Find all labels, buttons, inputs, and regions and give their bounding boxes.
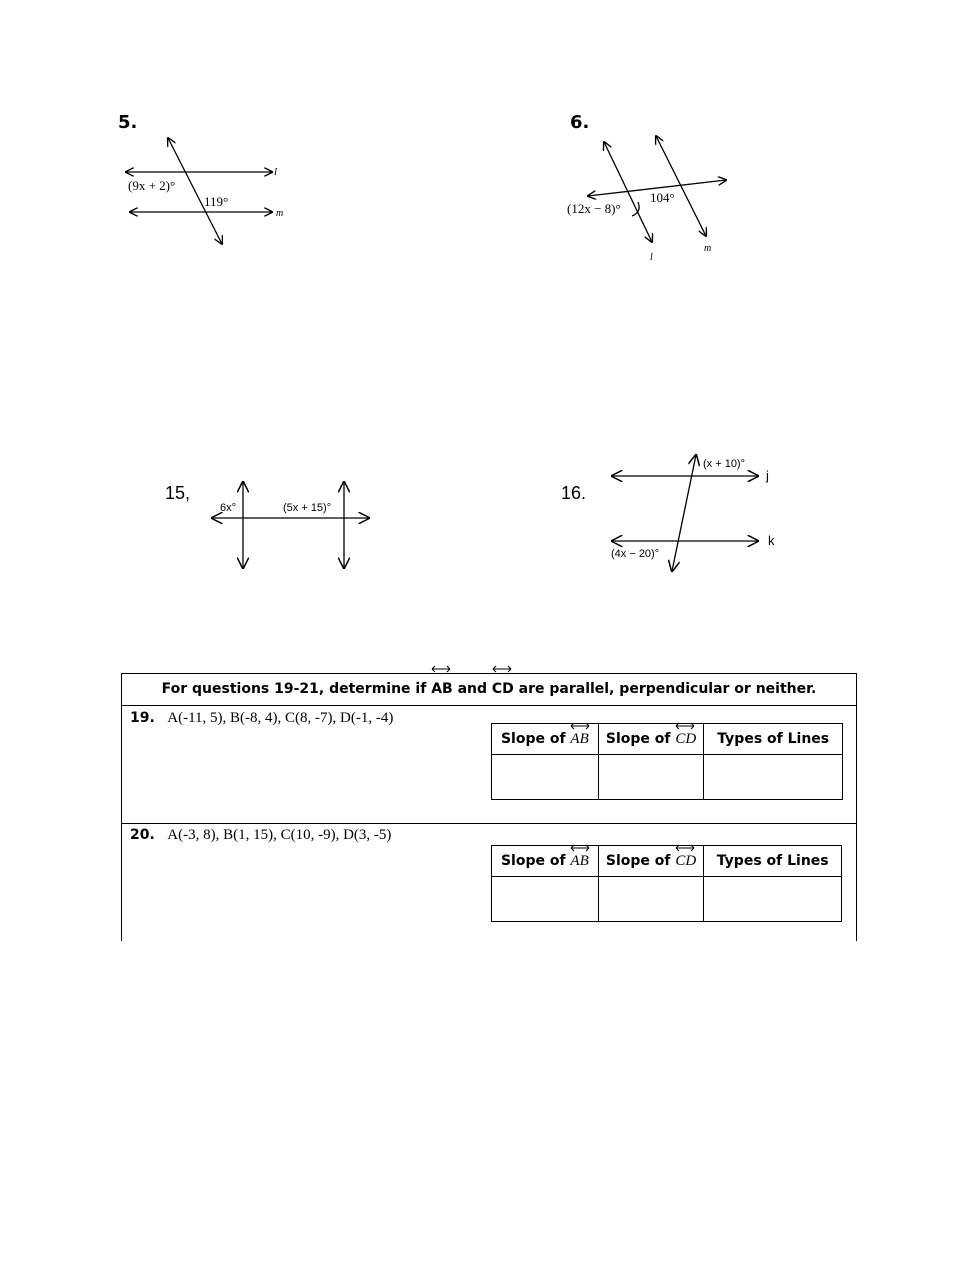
header-pre: For questions 19-21, determine if: [161, 681, 432, 697]
line-l: [604, 142, 652, 242]
double-arrow-icon: [431, 665, 451, 673]
answer-types-of-lines[interactable]: [704, 755, 843, 800]
problem-5-number: 5.: [118, 112, 138, 133]
question-number: 20.: [130, 827, 155, 843]
double-arrow-icon: [570, 722, 590, 730]
angle-expr: (9x + 2)°: [128, 178, 176, 193]
angle-left: 6x°: [220, 502, 237, 514]
question-points: A(-3, 8), B(1, 15), C(10, -9), D(3, -5): [167, 827, 392, 843]
problem-6-number: 6.: [570, 112, 590, 133]
answer-slope-cd[interactable]: [598, 755, 704, 800]
col-slope-cd: Slope of CD: [598, 724, 704, 755]
double-arrow-icon: [570, 844, 590, 852]
label-m: m: [276, 208, 284, 219]
angle-bottom: (4x − 20)°: [611, 548, 660, 560]
col-types-of-lines: Types of Lines: [704, 724, 843, 755]
question-points: A(-11, 5), B(-8, 4), C(8, -7), D(-1, -4): [167, 710, 394, 726]
label-j: j: [766, 468, 769, 483]
line-m: [656, 136, 706, 236]
problem-6-diagram: [560, 130, 740, 265]
label-k: k: [768, 533, 775, 548]
label-l: l: [650, 252, 653, 263]
angle-value: 104°: [650, 190, 675, 205]
angle-expr: (12x − 8)°: [567, 201, 621, 216]
segment-ab: AB: [431, 674, 453, 705]
col-slope-ab: Slope of AB: [492, 846, 599, 877]
problem-15-number: 15,: [165, 483, 191, 503]
col-slope-ab: Slope of AB: [492, 724, 599, 755]
answer-slope-ab[interactable]: [492, 877, 599, 922]
angle-value: 119°: [204, 194, 229, 209]
transversal: [672, 455, 696, 571]
label-l: l: [274, 166, 278, 178]
transversal: [168, 138, 222, 244]
question-19: [130, 709, 393, 727]
question-20: [130, 826, 391, 844]
problem-15-diagram: [205, 475, 380, 575]
question-number: 19.: [130, 710, 155, 726]
problem-5-diagram: [120, 130, 300, 255]
angle-right: (5x + 15)°: [283, 502, 332, 514]
slope-table-19: [491, 723, 843, 800]
double-arrow-icon: [675, 722, 695, 730]
row-divider: [122, 823, 856, 824]
col-types-of-lines: Types of Lines: [704, 846, 842, 877]
double-arrow-icon: [492, 665, 512, 673]
answer-slope-cd[interactable]: [598, 877, 704, 922]
segment-cd: CD: [492, 674, 514, 705]
section-header: [122, 674, 856, 706]
angle-top: (x + 10)°: [703, 458, 745, 470]
label-m: m: [704, 243, 712, 254]
header-post: are parallel, perpendicular or neither.: [513, 681, 817, 697]
slope-table-20: [491, 845, 842, 922]
answer-types-of-lines[interactable]: [704, 877, 842, 922]
col-slope-cd: Slope of CD: [598, 846, 704, 877]
problem-16-diagram: [600, 450, 790, 580]
slope-question-box: [121, 673, 857, 941]
header-mid: and: [452, 681, 492, 697]
problem-16-number: 16.: [561, 483, 587, 503]
answer-slope-ab[interactable]: [492, 755, 599, 800]
double-arrow-icon: [675, 844, 695, 852]
